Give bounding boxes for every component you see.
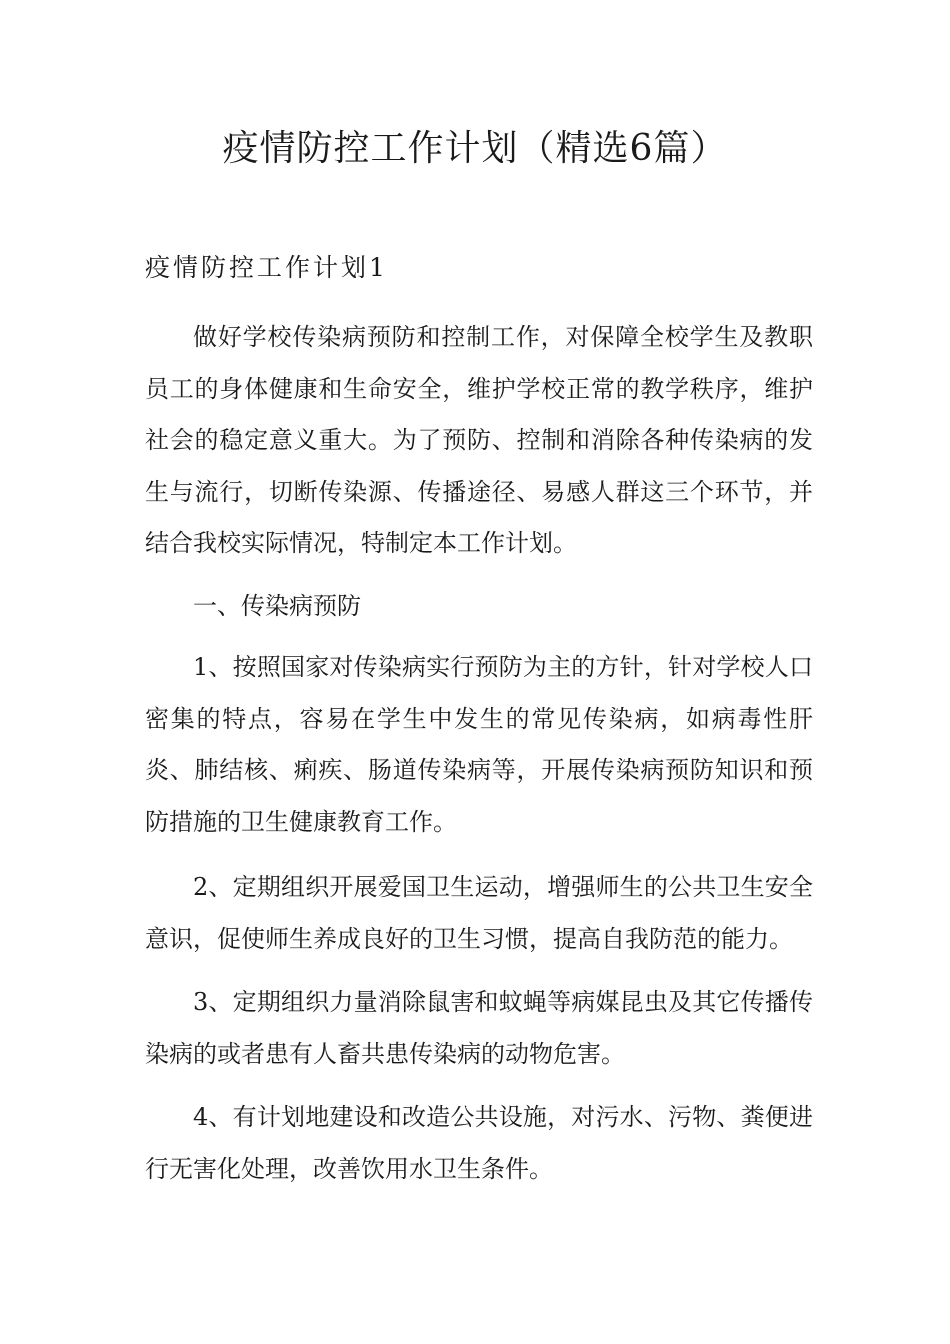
list-item-3: 3、定期组织力量消除鼠害和蚊蝇等病媒昆虫及其它传播传染病的或者患有人畜共患传染病的动物危害。 [145,988,813,1068]
list-item-2: 2、定期组织开展爱国卫生运动，增强师生的公共卫生安全意识，促使师生养成良好的卫生习惯，提高自我防范的能力。 [145,873,813,953]
document-title: 疫情防控工作计划（精选6篇） [222,128,728,169]
intro-paragraph: 做好学校传染病预防和控制工作，对保障全校学生及教职员工的身体健康和生命安全，维护学校正常的教学秩序，维护社会的稳定意义重大。为了预防、控制和消除各种传染病的发生与流行，切断传染源、传播途径、易感人群这三个环节，并结合我校实际情况，特制定本工作计划。 [145,323,813,557]
section-heading: 疫情防控工作计划1 [145,253,388,282]
list-item-4: 4、有计划地建设和改造公共设施，对污水、污物、粪便进行无害化处理，改善饮用水卫生条件。 [145,1103,813,1183]
subsection-heading: 一、传染病预防 [193,592,361,620]
list-item-1: 1、按照国家对传染病实行预防为主的方针，针对学校人口密集的特点，容易在学生中发生的常见传染病，如病毒性肝炎、肺结核、痢疾、肠道传染病等，开展传染病预防知识和预防措施的卫生健康教育工作。 [145,653,813,836]
